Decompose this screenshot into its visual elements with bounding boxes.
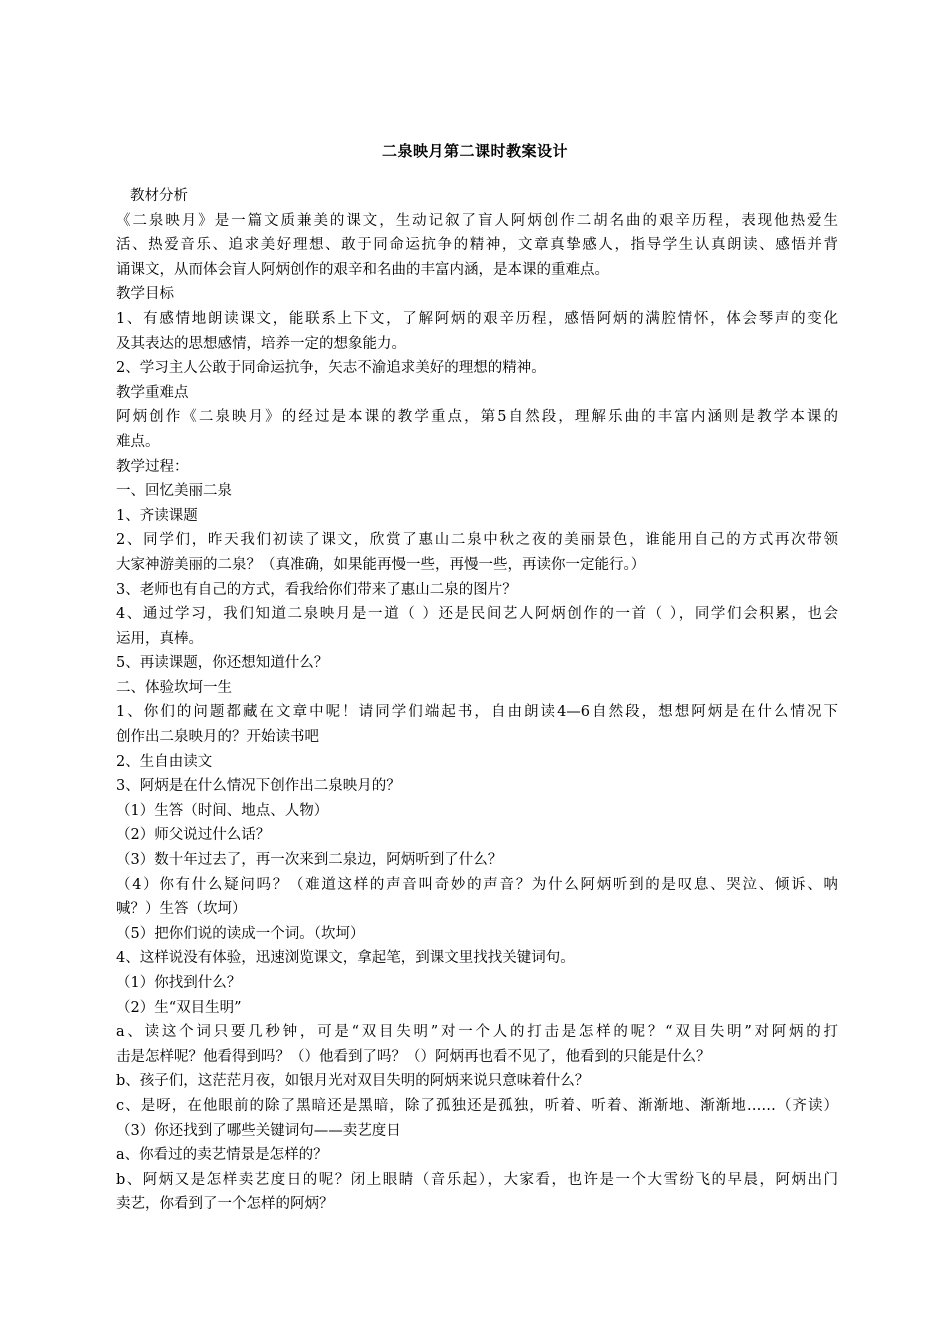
- text-line: 4、通过学习，我们知道二泉映月是一道（ ）还是民间艺人阿炳创作的一首（ ），同学们会积累，也会: [116, 606, 838, 623]
- text-line: 3、老师也有自己的方式，看我给你们带来了惠山二泉的图片？: [116, 581, 517, 598]
- text-line: 运用，真棒。: [116, 630, 203, 647]
- text-line: 教材分析: [130, 188, 188, 204]
- text-line: 难点。: [116, 433, 160, 450]
- text-line: 活、热爱音乐、追求美好理想、敢于同命运抗争的精神，文章真挚感人，指导学生认真朗读、感悟并背: [116, 237, 838, 254]
- text-line: 1、你们的问题都藏在文章中呢！请同学们端起书，自由朗读4—6自然段，想想阿炳是在什么情况下: [116, 704, 838, 721]
- text-line: 喊？）生答（坎坷）: [116, 901, 247, 918]
- text-line: 2、生自由读文: [116, 753, 213, 770]
- text-line: 阿炳创作《二泉映月》的经过是本课的教学重点，第5自然段，理解乐曲的丰富内涵则是教学本课的: [116, 409, 838, 426]
- text-line: （3）数十年过去了，再一次来到二泉边，阿炳听到了什么？: [116, 852, 503, 869]
- text-line: 击是怎样呢？他看得到吗？（）他看到了吗？（）阿炳再也看不见了，他看到的只能是什么？: [116, 1048, 711, 1065]
- text-line: 1、齐读课题: [116, 507, 198, 524]
- text-line: 3、阿炳是在什么情况下创作出二泉映月的？: [116, 778, 401, 795]
- text-line: b、孩子们，这茫茫月夜，如银月光对双目失明的阿炳来说只意味着什么？: [116, 1073, 590, 1090]
- text-line: 教学目标: [116, 286, 174, 303]
- text-line: 1、有感情地朗读课文，能联系上下文，了解阿炳的艰辛历程，感悟阿炳的满腔情怀，体会琴声的变化: [116, 310, 838, 327]
- text-line: 教学过程：: [116, 458, 189, 475]
- text-line: a、读这个词只要几秒钟，可是“双目失明”对一个人的打击是怎样的呢？“双目失明”对阿炳的打: [116, 1024, 838, 1041]
- text-line: （2）生“双目生明”: [116, 999, 242, 1016]
- text-line: （5）把你们说的读成一个词。（坎坷）: [116, 925, 365, 942]
- text-line: 卖艺，你看到了一个怎样的阿炳？: [116, 1196, 334, 1213]
- text-line: c、是呀，在他眼前的除了黑暗还是黑暗，除了孤独还是孤独，听着、听着、渐渐地、渐渐地……（齐读）: [116, 1097, 838, 1114]
- text-line: 创作出二泉映月的？开始读书吧: [116, 729, 319, 746]
- text-line: b、阿炳又是怎样卖艺度日的呢？闭上眼睛（音乐起），大家看，也许是一个大雪纷飞的早晨，阿炳出门: [116, 1171, 838, 1188]
- text-line: （1）你找到什么？: [116, 975, 242, 991]
- text-line: （1）生答（时间、地点、人物）: [116, 802, 329, 819]
- document-title: 二泉映月第二课时教案设计: [381, 142, 568, 160]
- text-line: 2、学习主人公敢于同命运抗争，矢志不渝追求美好的理想的精神。: [116, 360, 546, 377]
- text-line: a、你看过的卖艺情景是怎样的？: [116, 1147, 328, 1164]
- text-line: （3）你还找到了哪些关键词句——卖艺度日: [116, 1122, 401, 1139]
- text-line: 4、这样说没有体验，迅速浏览课文，拿起笔，到课文里找找关键词句。: [116, 950, 575, 967]
- text-line: 2、同学们，昨天我们初读了课文，欣赏了惠山二泉中秋之夜的美丽景色，谁能用自己的方式再次带领: [116, 532, 838, 549]
- text-line: 教学重难点: [116, 384, 189, 401]
- text-line: 《二泉映月》是一篇文质兼美的课文，生动记叙了盲人阿炳创作二胡名曲的艰辛历程，表现他热爱生: [116, 212, 838, 229]
- text-line: 5、再读课题，你还想知道什么？: [116, 655, 329, 672]
- text-line: 诵课文，从而体会盲人阿炳创作的艰辛和名曲的丰富内涵，是本课的重难点。: [116, 261, 609, 278]
- text-line: 二、体验坎坷一生: [116, 679, 232, 696]
- text-line: （4）你有什么疑问吗？（难道这样的声音叫奇妙的声音？为什么阿炳听到的是叹息、哭泣、倾诉、呐: [116, 876, 838, 893]
- document-body: [116, 184, 838, 1217]
- text-line: 一、回忆美丽二泉: [116, 483, 232, 500]
- text-line: 大家神游美丽的二泉？（真准确，如果能再慢一些，再慢一些，再读你一定能行。）: [116, 556, 646, 573]
- text-line: （2）师父说过什么话？: [116, 827, 271, 844]
- text-line: 及其表达的思想感情，培养一定的想象能力。: [116, 335, 406, 352]
